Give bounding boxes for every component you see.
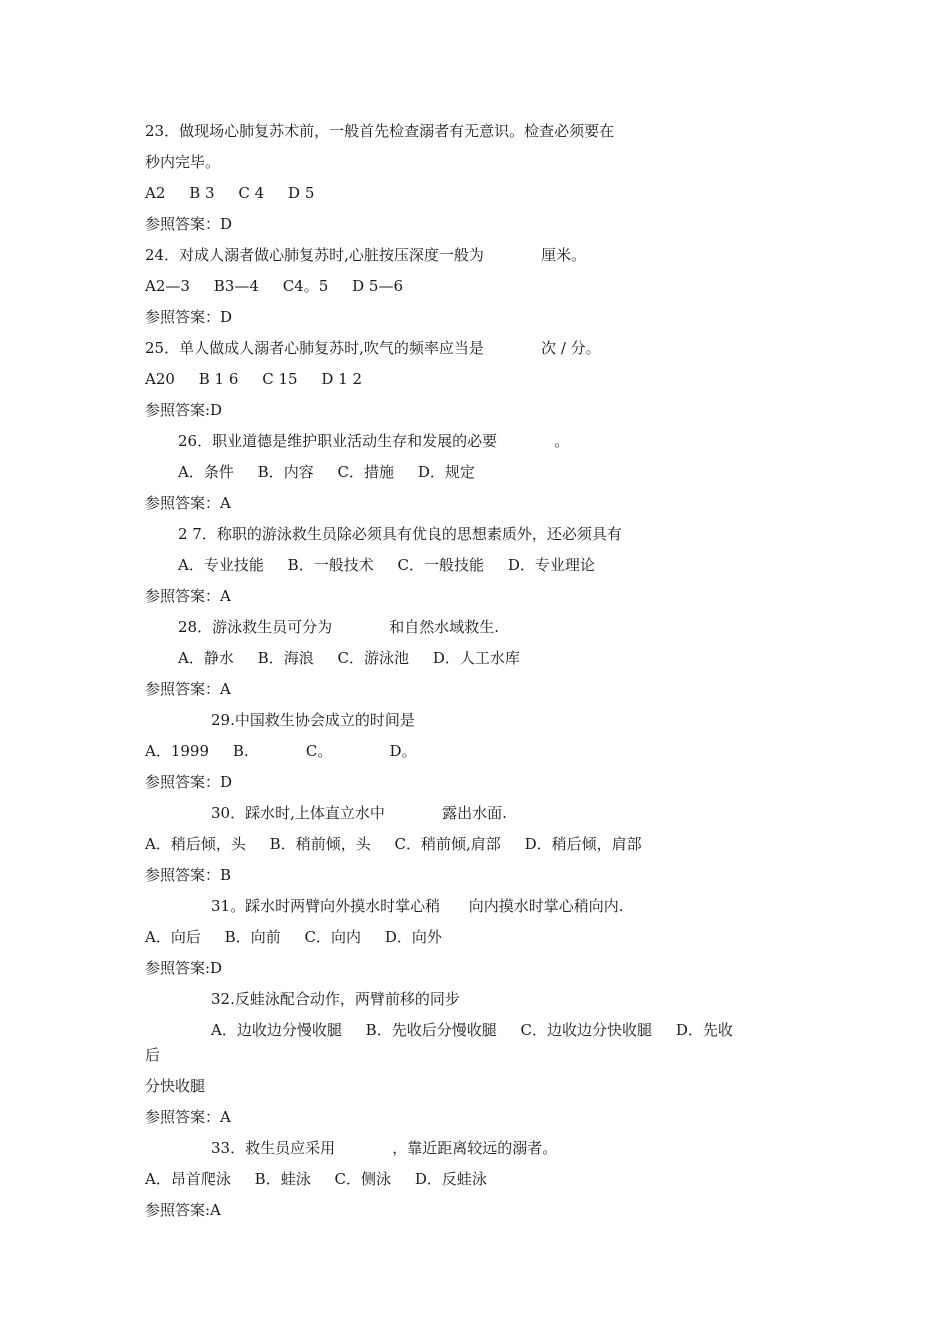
question-24-options: A2—3 B3—4 C4。5 D 5—6 xyxy=(145,277,403,295)
question-24-stem: 24．对成人溺者做心肺复苏时,心脏按压深度一般为 厘米。 xyxy=(145,246,587,264)
question-25-options: A20 B 1 6 C 15 D 1 2 xyxy=(145,370,363,388)
question-32-options-cont: 分快收腿 xyxy=(145,1077,206,1095)
question-27-answer: 参照答案：A xyxy=(145,587,231,605)
question-31-answer: 参照答案:D xyxy=(145,959,223,977)
question-32-options: A．边收边分慢收腿 B．先收后分慢收腿 C．边收边分快收腿 D．先收 xyxy=(211,1021,733,1039)
question-23-stem: 23．做现场心肺复苏术前，一般首先检查溺者有无意识。检查必须要在 xyxy=(145,122,615,140)
question-28-answer: 参照答案：A xyxy=(145,680,231,698)
question-30-options: A．稍后倾，头 B．稍前倾，头 C．稍前倾,肩部 D．稍后倾，肩部 xyxy=(145,835,642,853)
question-33-options: A．昂首爬泳 B．蛙泳 C．侧泳 D．反蛙泳 xyxy=(145,1170,487,1188)
question-29-stem: 29.中国救生协会成立的时间是 xyxy=(211,711,415,729)
question-26-stem: 26．职业道德是维护职业活动生存和发展的必要 。 xyxy=(178,432,570,450)
question-26-options: A．条件 B．内容 C．措施 D．规定 xyxy=(178,463,475,481)
question-25-answer: 参照答案:D xyxy=(145,401,223,419)
question-32-options-wrap: 后 xyxy=(145,1046,161,1064)
question-31-options: A．向后 B．向前 C．向内 D．向外 xyxy=(145,928,442,946)
question-27-stem: 2 7．称职的游泳救生员除必须具有优良的思想素质外，还必须具有 xyxy=(178,525,622,543)
question-28-stem: 28．游泳救生员可分为 和自然水域救生. xyxy=(178,618,500,636)
question-29-answer: 参照答案：D xyxy=(145,773,233,791)
question-32-stem: 32.反蛙泳配合动作，两臂前移的同步 xyxy=(211,990,460,1008)
question-28-options: A．静水 B．海浪 C．游泳池 D．人工水库 xyxy=(178,649,520,667)
question-24-answer: 参照答案：D xyxy=(145,308,233,326)
question-30-answer: 参照答案：B xyxy=(145,866,232,884)
question-29-options: A．1999 B. C。 D。 xyxy=(145,742,417,760)
question-25-stem: 25．单人做成人溺者心肺复苏时,吹气的频率应当是 次 / 分。 xyxy=(145,339,601,357)
question-33-stem: 33．救生员应采用 ，靠近距离较远的溺者。 xyxy=(211,1139,558,1157)
question-32-answer: 参照答案：A xyxy=(145,1108,231,1126)
question-26-answer: 参照答案：A xyxy=(145,494,231,512)
question-23-options: A2 B 3 C 4 D 5 xyxy=(145,184,315,202)
question-33-answer: 参照答案:A xyxy=(145,1201,221,1219)
question-27-options: A．专业技能 B．一般技术 C．一般技能 D．专业理论 xyxy=(178,556,595,574)
question-31-stem: 31。踩水时两臂向外摸水时掌心稍 向内摸水时掌心稍向内. xyxy=(211,897,624,915)
question-30-stem: 30．踩水时,上体直立水中 露出水面. xyxy=(211,804,507,822)
question-23-stem-cont: 秒内完毕。 xyxy=(145,153,221,171)
question-23-answer: 参照答案：D xyxy=(145,215,233,233)
